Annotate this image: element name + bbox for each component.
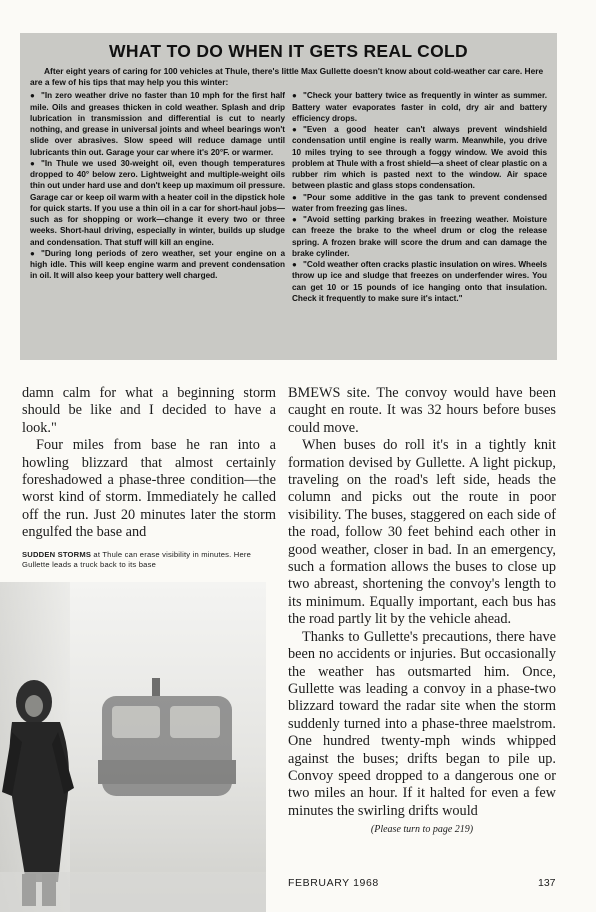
tip-item: ●"In zero weather drive no faster than 10 mph for the first half mile. Oils and greases thicken in cold weather. Splash and drip lubrication in transmission and differential is cut to nearly nothing, and grease in universal joints and wheel bearings won't slide over abrasives. Slow speed will reduce damage until lubricants thin out. Garage your car where it's 20°F. or warmer. bbox=[30, 90, 285, 158]
blizzard-photo-image bbox=[0, 582, 266, 912]
tip-item: ●"Even a good heater can't always prevent windshield condensation until engine is really warm. Meanwhile, you drive 10 miles trying to see through a foggy window. We avoid this problem at Thule with a frost shield—a sheet of clear plastic on a rubber rim which is pasted next to the window. Air space between plastic and glass stops condensation. bbox=[292, 124, 547, 192]
sidebar-left-column bbox=[30, 90, 285, 304]
tip-item: ●"In Thule we used 30-weight oil, even though temperatures dropped to 40° below zero. Lightweight and multiple-weight oils thin out under hard use and don't keep up maximum oil pressure. Garage car or keep oil warm with a heater coil in the dipstick hole for quick starts. If you use a thin oil in a car for short-haul jobs—such as for shopping or work—change it every two or three weeks. Short-haul driving, especially in winter, builds up sludge and condensation. That stuff will kill an engine. bbox=[30, 158, 285, 248]
body-paragraph: damn calm for what a beginning storm should be like and I decided to have a look." bbox=[22, 385, 276, 436]
bullet-icon bbox=[292, 124, 303, 135]
issue-date: FEBRUARY 1968 bbox=[288, 877, 379, 889]
tip-item: ●"Cold weather often cracks plastic insulation on wires. Wheels throw up ice and sludge that freezes on underfender wires. You can get 10 or 15 pounds of ice hanging onto that insulation. Check it frequently to make sure it's intact." bbox=[292, 259, 547, 304]
sidebar-intro: After eight years of caring for 100 vehicles at Thule, there's little Max Gullette doesn't know about cold-weather car care. Here are a few of his tips that may help you this winter: bbox=[30, 66, 544, 88]
tip-item: ●"Avoid setting parking brakes in freezing weather. Moisture can freeze the brake to the wheel drum or clog the release spring. A frozen brake will score the drum and can damage the brake cylinder. bbox=[292, 214, 547, 259]
continued-note: (Please turn to page 219) bbox=[370, 824, 474, 836]
bullet-icon bbox=[30, 248, 41, 259]
sidebar-columns bbox=[30, 90, 547, 304]
page-number: 137 bbox=[538, 877, 556, 889]
body-paragraph: Thanks to Gullette's precautions, there have been no accidents or injuries. But occasionally the weather has outsmarted him. Once, Gullette was leading a convoy in a phase-two blizzard toward the radar site when the storm suddenly turned into a phase-three maelstrom. One hundred twenty-mph winds whipped against the buses; drifts began to pile up. Convoy speed dropped to a dangerous one or two miles an hour. If it halted for even a few minutes the swirling drifts would bbox=[288, 628, 556, 819]
bullet-icon bbox=[292, 214, 303, 225]
cold-weather-tips-sidebar bbox=[20, 33, 557, 360]
bullet-icon bbox=[30, 90, 41, 101]
tip-item: ●"During long periods of zero weather, set your engine on a high idle. This will keep engine warm and prevent condensation in oil. It will also keep your battery well charged. bbox=[30, 248, 285, 282]
body-paragraph: Four miles from base he ran into a howling blizzard that almost certainly foreshadowed a phase-three condition—the worst kind of storm. Immediately he called off the run. Just 20 minutes later the storm engulfed the base and bbox=[22, 437, 276, 541]
caption-lead: SUDDEN STORMS bbox=[22, 549, 92, 559]
bullet-icon bbox=[292, 192, 303, 203]
blizzard-photo bbox=[0, 582, 266, 912]
sidebar-right-column bbox=[292, 90, 547, 304]
sidebar-title: WHAT TO DO WHEN IT GETS REAL COLD bbox=[109, 41, 468, 61]
caption-text: at Thule can erase visibility in minutes. Here Gullette leads a truck back to its base bbox=[22, 549, 252, 570]
bullet-icon bbox=[292, 90, 303, 101]
bullet-icon bbox=[30, 158, 41, 169]
body-paragraph: BMEWS site. The convoy would have been caught en route. It was 32 hours before buses could move. bbox=[288, 385, 556, 436]
photo-caption bbox=[22, 550, 276, 571]
bullet-icon bbox=[292, 259, 303, 270]
article-right-column bbox=[288, 385, 556, 835]
tip-item: ●"Pour some additive in the gas tank to prevent condensed water from freezing gas lines. bbox=[292, 192, 547, 215]
body-paragraph: When buses do roll it's in a tightly knit formation devised by Gullette. A light pickup, traveling on the road's left side, heads the column and picks out the route in poor visibility. The buses, staggered on each side of the road, follow 30 feet behind each other in good weather, closer in bad. In an emergency, such a formation allows the buses to close up two abreast, shortening the convoy's length to its minimum. Equally important, each bus has the road partly lit by the vehicle ahead. bbox=[288, 437, 556, 628]
tip-item: ●"Check your battery twice as frequently in winter as summer. Battery water evaporates faster in cold, dry air and battery efficiency drops. bbox=[292, 90, 547, 124]
article-left-column bbox=[22, 385, 276, 571]
